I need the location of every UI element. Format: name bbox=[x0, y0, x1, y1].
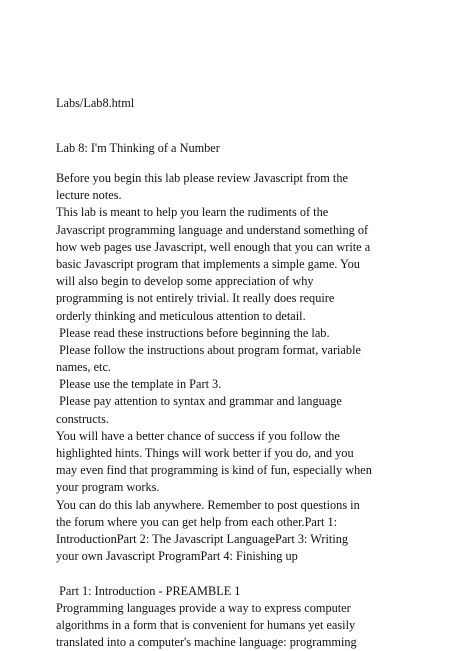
body-line: lecture notes. bbox=[56, 188, 122, 203]
section-heading: Part 1: Introduction - PREAMBLE 1 bbox=[56, 583, 241, 598]
body-line: highlighted hints. Things will work better if you do, and you bbox=[56, 446, 354, 460]
body-line: Please follow the instructions about program format, variable bbox=[56, 342, 361, 357]
body-line: will also begin to develop some appreciation of why bbox=[56, 274, 314, 289]
body-line: Programming languages provide a way to express computer bbox=[56, 600, 351, 615]
document-title bbox=[56, 140, 406, 157]
body-line bbox=[56, 565, 406, 582]
body-line: how web pages use Javascript, well enough that you can write a bbox=[56, 239, 371, 254]
body-line: Before you begin this lab please review Javascript from the bbox=[56, 171, 348, 185]
body-line: translated into a computer's machine language: programming bbox=[56, 635, 357, 650]
body-line: Please use the template in Part 3. bbox=[56, 377, 222, 392]
body-line: You will have a better chance of success if you follow the bbox=[56, 428, 340, 443]
body-line: basic Javascript program that implements a simple game. You bbox=[56, 256, 360, 271]
body-line: programming is not entirely trivial. It really does require bbox=[56, 291, 335, 306]
body-line: your own Javascript ProgramPart 4: Finishing up bbox=[56, 549, 298, 564]
body-line: Please pay attention to syntax and grammar and language bbox=[56, 394, 342, 409]
body-line: You can do this lab anywhere. Remember to post questions in bbox=[56, 497, 360, 512]
body-line: This lab is meant to help you learn the rudiments of the bbox=[56, 205, 329, 220]
title-text: Lab 8: I'm Thinking of a Number bbox=[56, 141, 220, 155]
document-body bbox=[56, 170, 406, 651]
body-line: orderly thinking and meticulous attention to detail. bbox=[56, 308, 306, 323]
body-line: algorithms in a form that is convenient for humans yet easily bbox=[56, 617, 356, 632]
file-path-text: Labs/Lab8.html bbox=[56, 96, 135, 110]
body-line: IntroductionPart 2: The Javascript LanguagePart 3: Writing bbox=[56, 531, 349, 546]
file-path bbox=[56, 95, 406, 112]
body-line: your program works. bbox=[56, 480, 160, 495]
body-line: Please read these instructions before beginning the lab. bbox=[56, 325, 330, 340]
body-line: Javascript programming language and understand something of bbox=[56, 222, 369, 237]
body-line: may even find that programming is kind of fun, especially when bbox=[56, 463, 372, 478]
body-line: names, etc. bbox=[56, 360, 111, 375]
body-line: constructs. bbox=[56, 411, 109, 426]
body-line: the forum where you can get help from each other.Part 1: bbox=[56, 514, 338, 529]
